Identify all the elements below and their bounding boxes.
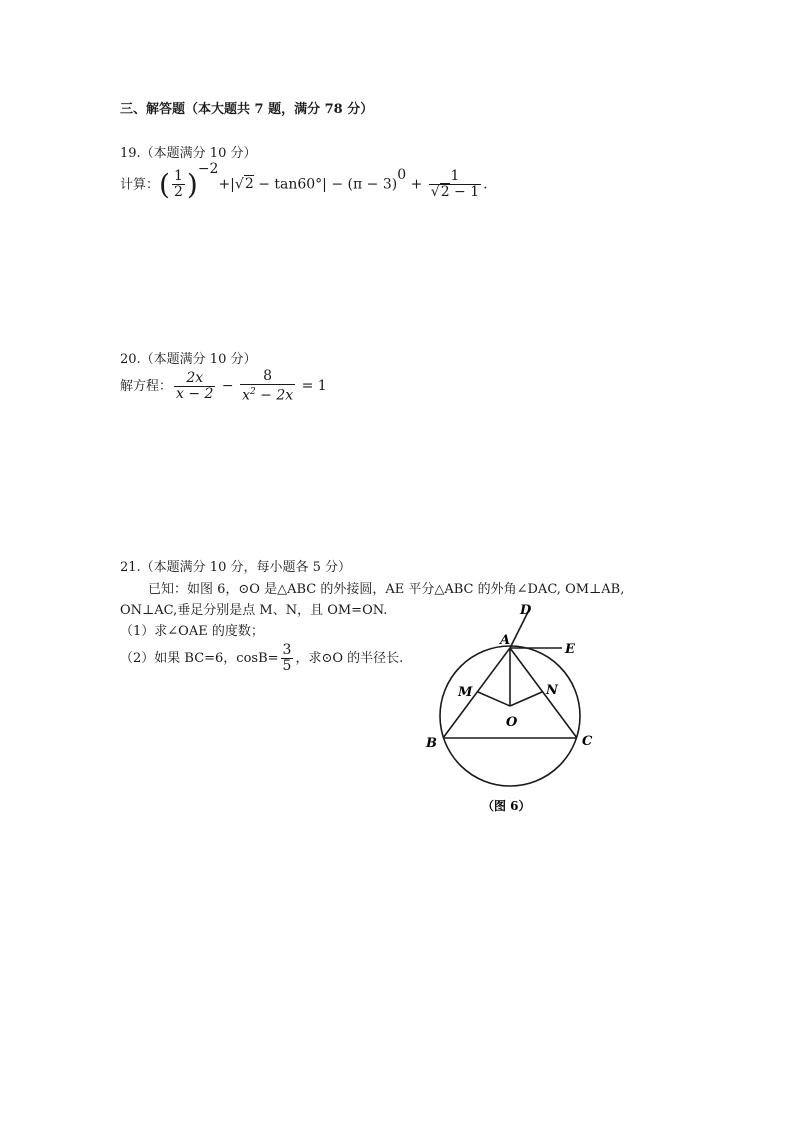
q19-frac1-den: 2	[173, 184, 183, 201]
q21-part2-num: 3	[282, 642, 292, 658]
line-AC	[510, 648, 577, 738]
q19-sqrt2: 2	[244, 176, 254, 193]
q20-prompt: 解方程：	[120, 379, 173, 394]
sqrt-icon: √	[430, 184, 440, 201]
q19-exp1: −2	[197, 161, 219, 177]
q21-part2-den: 5	[282, 658, 292, 674]
q19-prompt: 计算：	[120, 177, 160, 193]
q20-frac2-den-a: x	[242, 387, 250, 404]
label-O: O	[506, 715, 518, 730]
q20-minus: −	[217, 378, 239, 394]
label-E: E	[565, 642, 575, 657]
q20-frac1-den: x − 2	[176, 386, 214, 402]
q20-frac2	[240, 369, 295, 404]
q21-part2-b: ，求⊙O 的半径长.	[295, 651, 404, 666]
figure-caption: （图 6）	[482, 799, 531, 813]
q20-frac1-num: 2x	[186, 370, 204, 386]
label-B: B	[426, 736, 437, 751]
q21-part2-frac	[281, 643, 294, 674]
q21-part1: （1）求∠OAE 的度数；	[120, 624, 264, 639]
q20-frac1	[174, 371, 215, 402]
q21-line2: ON⊥AC,垂足分别是点 M、N，且 OM=ON.	[120, 603, 388, 618]
q21-part2-a: （2）如果 BC=6，cosB=	[120, 651, 279, 666]
label-N: N	[546, 683, 558, 698]
q20-frac2-den	[240, 384, 295, 404]
q20-equation	[120, 368, 327, 405]
label-C: C	[582, 734, 593, 749]
right-paren: )	[186, 167, 198, 201]
figure-6	[400, 596, 620, 826]
q19-frac2-num: 1	[450, 168, 460, 185]
q21-part2	[120, 641, 403, 677]
q19-frac2	[429, 169, 481, 200]
q19-plus: +	[406, 176, 427, 193]
section-heading: 三、解答题（本大题共 7 题，满分 78 分）	[120, 102, 374, 117]
q19-frac2-den-sqrt: 2	[440, 184, 450, 201]
q19-term2: +|	[218, 176, 235, 193]
q19-frac1-num: 1	[173, 168, 183, 185]
q19-frac1	[172, 169, 185, 200]
q20-frac2-den-exp: 2	[250, 387, 256, 398]
label-M: M	[458, 685, 473, 700]
q20-header: 20.（本题满分 10 分）	[120, 352, 257, 367]
label-A: A	[500, 633, 511, 648]
label-D: D	[520, 603, 532, 618]
q19-frac2-den-rest: − 1	[449, 184, 480, 201]
q19-term3: − tan60°| − (π − 3)	[253, 176, 398, 193]
q19-end: .	[483, 176, 488, 193]
left-paren: (	[159, 167, 170, 201]
q19-exp2: 0	[397, 167, 407, 183]
q20-frac2-num: 8	[263, 368, 273, 385]
q21-line1: 已知：如图 6，⊙O 是△ABC 的外接圆，AE 平分△ABC 的外角∠DAC, OM⊥AB,	[148, 582, 625, 597]
line-OM	[478, 692, 510, 706]
q21-header: 21.（本题满分 10 分，每小题各 5 分）	[120, 560, 352, 575]
q19-header: 19.（本题满分 10 分）	[120, 146, 257, 161]
q20-rhs: = 1	[297, 378, 327, 394]
sqrt-icon: √	[234, 176, 244, 193]
line-AB	[443, 648, 510, 738]
q19-expression	[120, 162, 488, 202]
line-ON	[510, 692, 542, 706]
q19-frac2-den	[429, 184, 481, 200]
q20-frac2-den-b: − 2x	[255, 387, 294, 404]
